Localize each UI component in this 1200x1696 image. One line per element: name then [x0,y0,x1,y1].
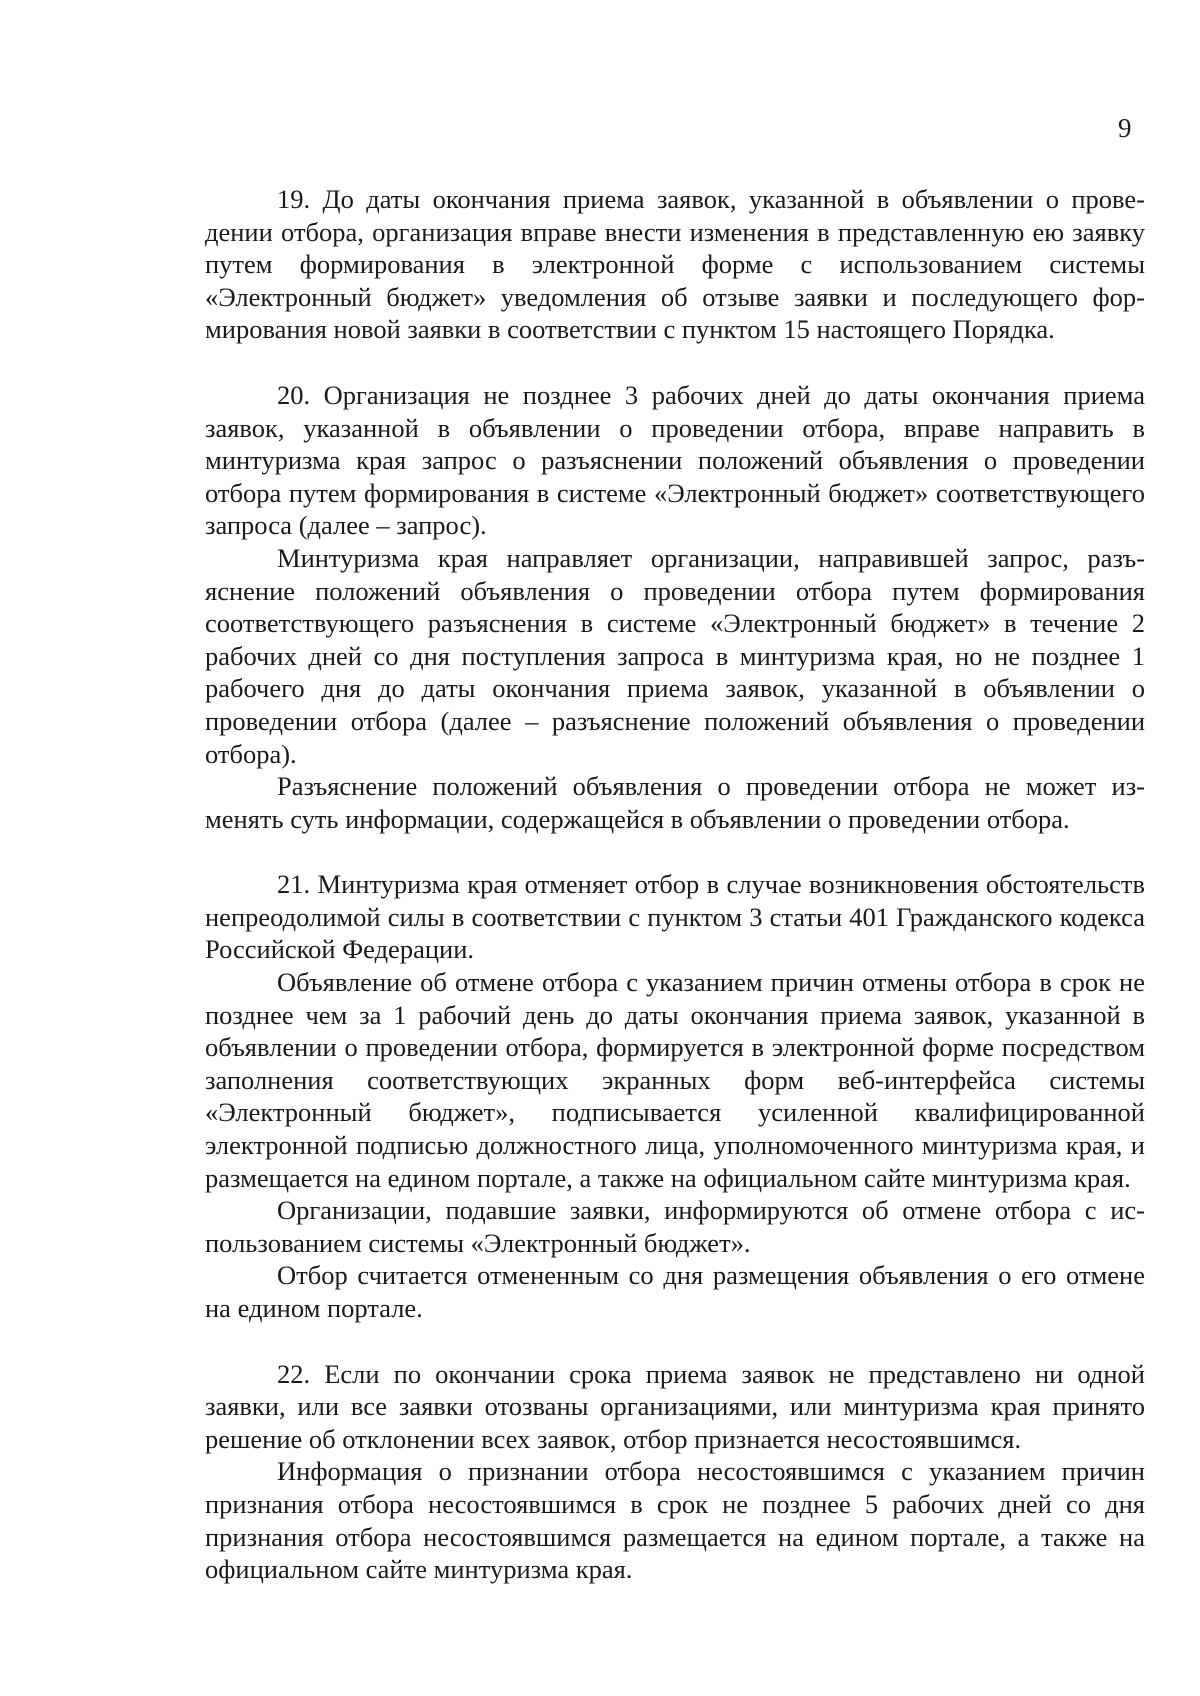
paragraph-20: 20. Организация не позднее 3 рабочих дней до даты окончания приема заявок, указанной в объявлении о проведении отбора, вправе направить в минтуризма края запрос о разъяснении положений объявления о проведении отбора путем формирования в системе «Электронный бюджет» соответствующего запроса (далее – запрос). [205,379,1145,541]
paragraph-21-announcement: Объявление об отмене отбора с указанием причин отмены отбора в срок не позднее чем за 1 рабочий день до даты окончания приема заявок, указанной в объявлении о проведении отбора, формируется в электронной форме посредством заполнения соответствующих экранных форм веб-интерфейса системы «Электронный бюджет», подписывается усиленной квалифицированной электронной подписью должностного лица, уполномоченного минтуризма края, и размещается на едином портале, а также на официальном сайте минтуризма края. [205,967,1145,1193]
paragraph-22-information: Информация о признании отбора несостоявшимся с указанием причин признания отбора несостоявшимся в срок не позднее 5 рабочих дней со дня признания отбора несостоявшимся размещается на едином портале, а также на официальном сайте минтуризма края. [205,1456,1145,1585]
paragraph-20-explanation: Минтуризма края направляет организации, направившей запрос, разъяснение положений объявления о проведении отбора путем формирования соответствующего разъяснения в системе «Электронный бюджет» в течение 2 рабочих дней со дня поступления запроса в минтуризма края, но не позднее 1 рабочего дня до даты окончания приема заявок, указанной в объявлении о проведении отбора (далее – разъяснение положений объявления о проведении отбора). [205,542,1145,769]
paragraph-22: 22. Если по окончании срока приема заявок не представлено ни одной заявки, или все заявки отозваны организациями, или минтуризма края принято решение об отклонении всех заявок, отбор признается несостоявшимся. [205,1358,1145,1454]
paragraph-20-limitation: Разъяснение положений объявления о проведении отбора не может изменять суть информации, содержащейся в объявлении о проведении отбора. [205,771,1145,834]
paragraph-19: 19. До даты окончания приема заявок, указанной в объявлении о проведении отбора, организация вправе внести изменения в представленную ею заявку путем формирования в электронной форме с использованием системы «Электронный бюджет» уведомления об отзыве заявки и последующего формирования новой заявки в соответствии с пунктом 15 настоящего Порядка. [205,184,1145,345]
paragraph-21: 21. Минтуризма края отменяет отбор в случае возникновения обстоятельств непреодолимой силы в соответствии с пунктом 3 статьи 401 Гражданского кодекса Российской Федерации. [205,869,1145,965]
paragraph-21-cancellation: Отбор считается отмененным со дня размещения объявления о его отмене на едином портале. [205,1260,1145,1323]
page-number: 9 [1118,113,1132,143]
paragraph-21-notification: Организации, подавшие заявки, информируются об отмене отбора с использованием системы «Электронный бюджет». [205,1195,1145,1258]
document-body [205,183,1145,1586]
